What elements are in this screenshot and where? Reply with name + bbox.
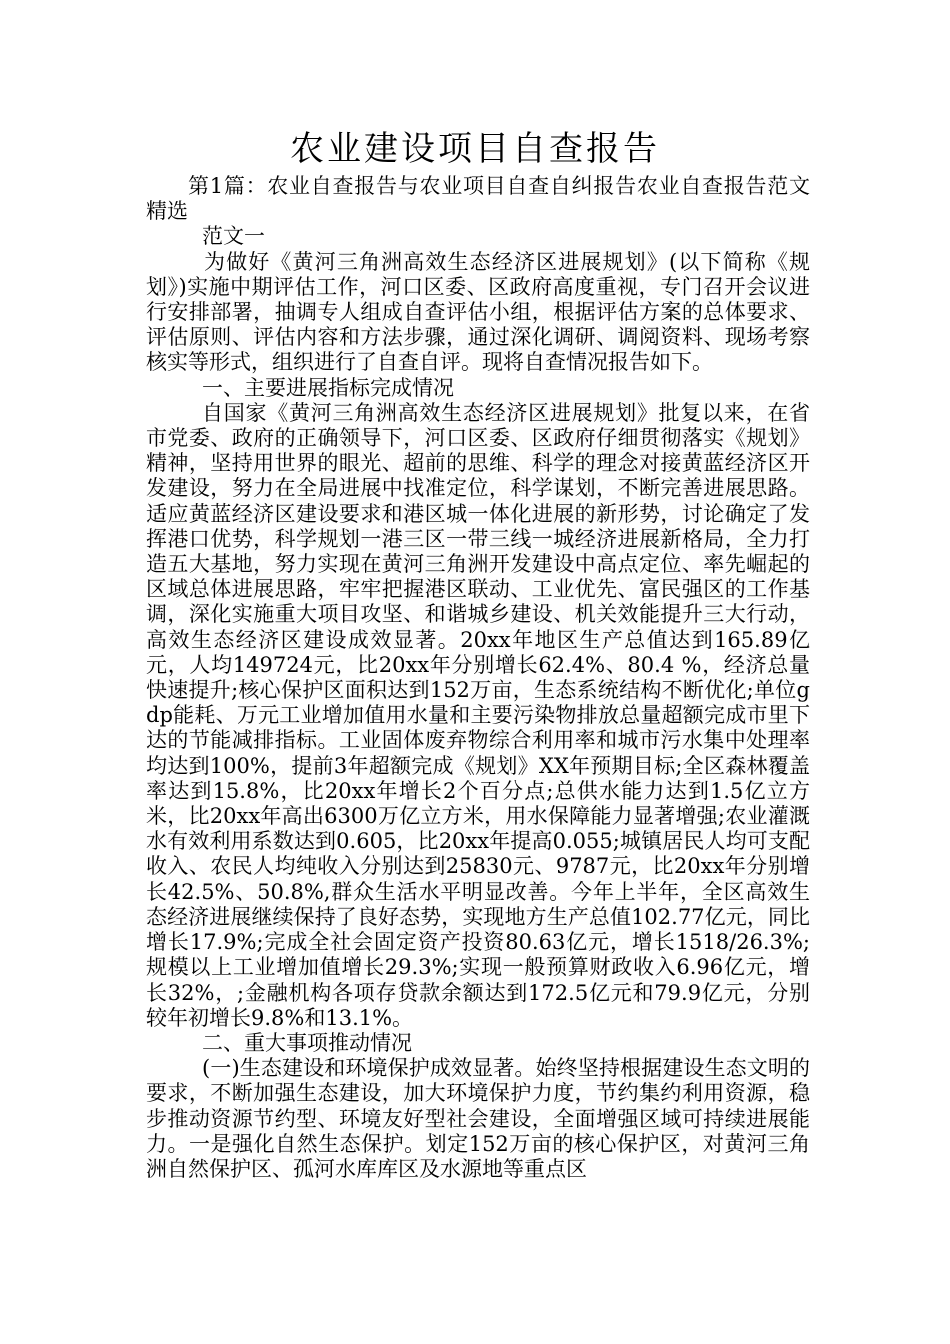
body-paragraph-1: 自国家《黄河三角洲高效生态经济区进展规划》批复以来，在省市党委、政府的正确领导下，河口区委、区政府仔细贯彻落实《规划》精神，坚持用世界的眼光、超前的思维、科学的理念对接黄蓝经济区开发建设，努力在全局进展中找准定位，科学谋划，不断完善进展思路。适应黄蓝经济区建设要求和港区城一体化进展的新形势，讨论确定了发挥港口优势，科学规划一港三区一带三线一城经济进展新格局，全力打造五大基地，努力实现在黄河三角洲开发建设中高点定位、率先崛起的区域总体进展思路，牢牢把握港区联动、工业优先、富民强区的工作基调，深化实施重大项目攻坚、和谐城乡建设、机关效能提升三大行动，高效生态经济区建设成效显著。20xx年地区生产总值达到165.89亿元，人均149724元，比20xx年分别增长62.4%、80.4 %，经济总量快速提升;核心保护区面积达到152万亩，生态系统结构不断优化;单位gdp能耗、万元工业增加值用水量和主要污染物排放总量超额完成市里下达的节能减排指标。工业固体废弃物综合利用率和城市污水集中处理率均达到100%，提前3年超额完成《规划》XX年预期目标;全区森林覆盖率达到15.8%，比20xx年增长2个百分点;总供水能力达到1.5亿立方米，比20xx年高出6300万亿立方米，用水保障能力显著增强;农业灌溉水有效利用系数达到0.605，比20xx年提高0.055;城镇居民人均可支配收入、农民人均纯收入分别达到25830元、9787元，比20xx年分别增长42.5%、50.8%,群众生活水平明显改善。今年上半年，全区高效生态经济进展继续保持了良好态势，实现地方生产总值102.77亿元，同比增长17.9%;完成全社会固定资产投资80.63亿元，增长1518/26.3%;规模以上工业增加值增长29.3%;实现一般预算财政收入6.96亿元，增长32%，;金融机构各项存贷款余额达到172.5亿元和79.9亿元，分别较年初增长9.8%和13.1%。 (146, 400, 810, 1030)
section-heading-2: 二、重大事项推动情况 (202, 1030, 412, 1055)
sample-label: 范文一 (202, 224, 265, 249)
section-heading-1: 一、主要进展指标完成情况 (202, 375, 454, 400)
document-body (146, 174, 810, 1182)
body-paragraph-2: (一)生态建设和环境保护成效显著。始终坚持根据建设生态文明的要求，不断加强生态建设，加大环境保护力度，节约集约利用资源，稳步推动资源节约型、环境友好型社会建设，全面增强区域可持续进展能力。一是强化自然生态保护。划定152万亩的核心保护区，对黄河三角洲自然保护区、孤河水库库区及水源地等重点区 (146, 1056, 810, 1181)
chapter-heading: 第1篇：农业自查报告与农业项目自查自纠报告农业自查报告范文精选 (146, 174, 810, 224)
document-title: 农业建设项目自查报告 (290, 129, 660, 169)
intro-paragraph: 为做好《黄河三角洲高效生态经济区进展规划》(以下简称《规划》)实施中期评估工作，河口区委、区政府高度重视，专门召开会议进行安排部署，抽调专人组成自查评估小组，根据评估方案的总体要求、评估原则、评估内容和方法步骤，通过深化调研、调阅资料、现场考察核实等形式，组织进行了自查自评。现将自查情况报告如下。 (146, 249, 810, 375)
